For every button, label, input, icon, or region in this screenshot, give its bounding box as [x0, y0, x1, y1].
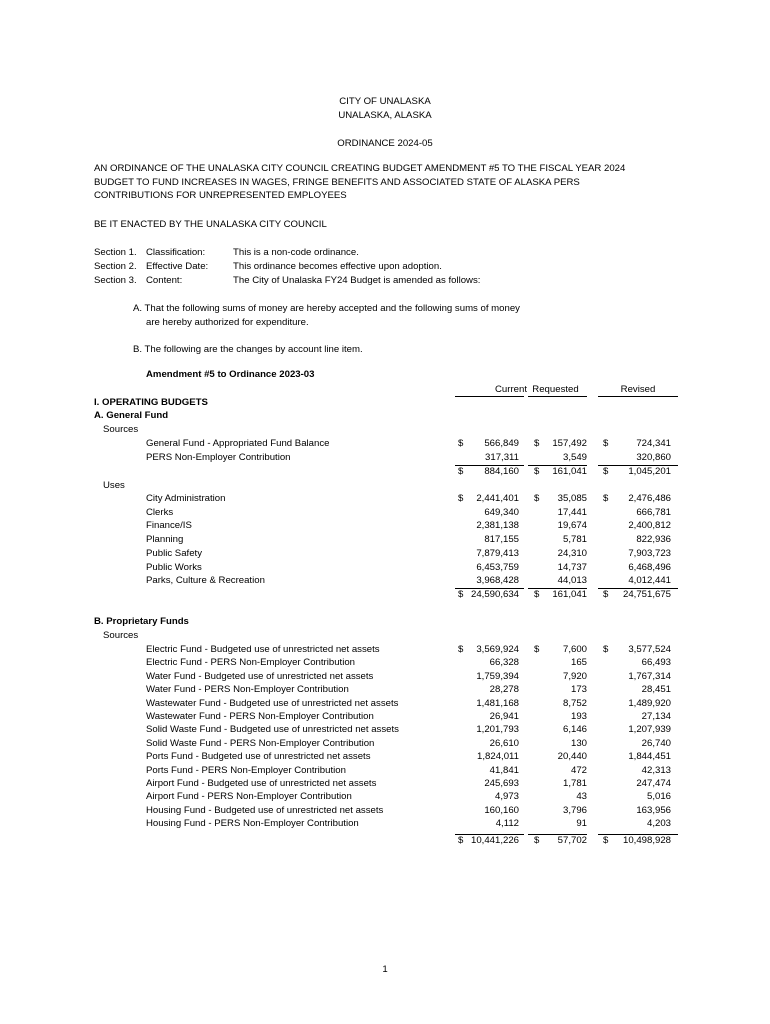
current-value: 3,569,924 — [476, 644, 519, 655]
proprietary-funds-heading: B. Proprietary Funds — [94, 616, 189, 627]
current-value: 1,481,168 — [476, 697, 519, 709]
city-location: UNALASKA, ALASKA — [338, 110, 432, 121]
col-header-requested: Requested — [532, 384, 579, 395]
revised-value: 28,451 — [641, 684, 671, 696]
section-number: Section 3. — [94, 275, 137, 286]
currency-symbol: $ — [603, 644, 609, 655]
revised-value: 666,781 — [636, 506, 671, 518]
revised-value: 3,577,524 — [628, 644, 671, 655]
uses-label: Uses — [103, 480, 125, 491]
city-name: CITY OF UNALASKA — [339, 96, 431, 107]
currency-symbol: $ — [458, 466, 464, 477]
requested-value: 1,781 — [562, 778, 587, 789]
item-a-line: A. That the following sums of money are hereby accepted and the following sums of money — [133, 303, 520, 314]
revised-value: 66,493 — [641, 657, 671, 669]
requested-value: 17,441 — [557, 506, 587, 518]
section-text: This ordinance becomes effective upon adoption. — [233, 261, 442, 272]
current-value: 41,841 — [489, 764, 519, 776]
ordinance-title-line: AN ORDINANCE OF THE UNALASKA CITY COUNCIL CREATING BUDGET AMENDMENT #5 TO THE FISCAL YEAR 2024 — [94, 163, 626, 174]
currency-symbol: $ — [603, 589, 609, 600]
current-value: 26,610 — [489, 737, 519, 749]
requested-value: 19,674 — [557, 520, 587, 532]
revised-value: 2,476,486 — [628, 493, 671, 504]
revised-value: 2,400,812 — [628, 520, 671, 532]
requested-value: 44,013 — [557, 575, 587, 587]
current-value: 817,155 — [484, 534, 519, 546]
currency-symbol: $ — [603, 835, 609, 846]
revised-value: 6,468,496 — [628, 561, 671, 573]
current-value: 1,759,394 — [476, 670, 519, 682]
current-value: 7,879,413 — [476, 547, 519, 559]
revised-value: 1,489,920 — [628, 697, 671, 709]
current-value: 4,973 — [494, 791, 519, 803]
currency-symbol: $ — [534, 589, 540, 600]
line-item-name: Electric Fund - Budgeted use of unrestricted net assets — [146, 644, 380, 655]
revised-value: 7,903,723 — [628, 547, 671, 559]
operating-budgets-heading: I. OPERATING BUDGETS — [94, 397, 208, 408]
line-item-name: Finance/IS — [146, 520, 192, 532]
section-text: This is a non-code ordinance. — [233, 247, 359, 258]
line-item-name: Solid Waste Fund - PERS Non-Employer Contribution — [146, 737, 375, 749]
col-header-rule — [455, 396, 524, 397]
revised-value: 4,203 — [646, 818, 671, 830]
line-item-name: Electric Fund - PERS Non-Employer Contribution — [146, 657, 356, 669]
current-value: 2,441,401 — [476, 493, 519, 504]
currency-symbol: $ — [458, 493, 464, 504]
revised-value: 5,016 — [646, 791, 671, 803]
revised-value: 724,341 — [636, 438, 671, 449]
requested-value: 3,796 — [562, 804, 587, 816]
total-requested: 161,041 — [552, 589, 587, 600]
revised-value: 1,207,939 — [628, 724, 671, 736]
line-item-name: Wastewater Fund - PERS Non-Employer Contribution — [146, 711, 374, 722]
revised-value: 26,740 — [641, 737, 671, 749]
requested-value: 35,085 — [557, 493, 587, 504]
col-header-revised: Revised — [620, 384, 656, 395]
total-current: 24,590,634 — [470, 589, 519, 600]
requested-value: 173 — [570, 684, 587, 696]
current-value: 317,311 — [485, 452, 519, 463]
currency-symbol: $ — [458, 589, 464, 600]
line-item-name: Public Works — [146, 561, 202, 573]
line-item-name: Airport Fund - Budgeted use of unrestricted net assets — [146, 778, 377, 789]
page-number: 1 — [382, 964, 388, 975]
amendment-title: Amendment #5 to Ordinance 2023-03 — [146, 369, 315, 380]
item-b: B. The following are the changes by account line item. — [133, 344, 363, 355]
section-number: Section 1. — [94, 247, 137, 258]
total-requested: 57,702 — [557, 835, 587, 846]
requested-value: 157,492 — [552, 438, 587, 449]
total-revised: 1,045,201 — [628, 466, 671, 477]
current-value: 566,849 — [484, 438, 519, 449]
currency-symbol: $ — [458, 644, 464, 655]
ordinance-title — [94, 162, 625, 203]
currency-symbol: $ — [603, 466, 609, 477]
revised-value: 163,956 — [636, 804, 671, 816]
revised-value: 1,844,451 — [628, 751, 671, 763]
revised-value: 247,474 — [636, 778, 671, 789]
total-requested: 161,041 — [552, 466, 587, 477]
requested-value: 14,737 — [557, 561, 587, 573]
requested-value: 165 — [570, 657, 587, 669]
line-item-name: Parks, Culture & Recreation — [146, 575, 265, 587]
currency-symbol: $ — [534, 438, 540, 449]
current-value: 1,824,011 — [477, 751, 519, 763]
ordinance-title-line: CONTRIBUTIONS FOR UNREPRESENTED EMPLOYEES — [94, 190, 347, 201]
revised-value: 42,313 — [641, 764, 671, 776]
revised-value: 822,936 — [636, 534, 671, 546]
revised-value: 320,860 — [636, 452, 671, 463]
line-item-name: Water Fund - Budgeted use of unrestricted net assets — [146, 670, 374, 682]
currency-symbol: $ — [534, 466, 540, 477]
section-text: The City of Unalaska FY24 Budget is amended as follows: — [233, 275, 481, 286]
requested-value: 472 — [570, 764, 587, 776]
currency-symbol: $ — [534, 493, 540, 504]
section-label: Content: — [146, 275, 183, 286]
requested-value: 7,600 — [562, 644, 587, 655]
revised-value: 1,767,314 — [628, 670, 671, 682]
current-value: 66,328 — [489, 657, 519, 669]
line-item-name: PERS Non-Employer Contribution — [146, 452, 291, 463]
ordinance-number: ORDINANCE 2024-05 — [337, 138, 433, 149]
line-item-name: Planning — [146, 534, 184, 546]
total-current: 10,441,226 — [470, 835, 519, 846]
line-item-name: Water Fund - PERS Non-Employer Contribution — [146, 684, 349, 696]
col-header-rule — [598, 396, 678, 397]
current-value: 4,112 — [495, 818, 519, 830]
sources-label: Sources — [103, 424, 139, 435]
current-value: 160,160 — [484, 804, 519, 816]
enacted-clause: BE IT ENACTED BY THE UNALASKA CITY COUNCIL — [94, 219, 327, 230]
current-value: 28,278 — [489, 684, 519, 696]
current-value: 6,453,759 — [476, 561, 519, 573]
section-label: Effective Date: — [146, 261, 209, 272]
requested-value: 130 — [570, 737, 587, 749]
requested-value: 6,146 — [562, 724, 587, 736]
revised-value: 27,134 — [641, 711, 671, 722]
line-item-name: Ports Fund - Budgeted use of unrestricted net assets — [146, 751, 371, 763]
current-value: 649,340 — [484, 506, 519, 518]
requested-value: 24,310 — [557, 547, 587, 559]
general-fund-heading: A. General Fund — [94, 410, 169, 421]
col-header-rule — [528, 396, 587, 397]
requested-value: 8,752 — [562, 697, 587, 709]
section-number: Section 2. — [94, 261, 137, 272]
current-value: 26,941 — [489, 711, 519, 722]
revised-value: 4,012,441 — [628, 575, 671, 587]
section-label: Classification: — [146, 247, 206, 258]
line-item-name: Ports Fund - PERS Non-Employer Contribution — [146, 764, 346, 776]
requested-value: 20,440 — [557, 751, 587, 763]
sources-label: Sources — [103, 630, 139, 641]
currency-symbol: $ — [458, 438, 464, 449]
line-item-name: Clerks — [146, 506, 174, 518]
line-item-name: Airport Fund - PERS Non-Employer Contribution — [146, 791, 352, 803]
requested-value: 7,920 — [562, 670, 587, 682]
requested-value: 193 — [570, 711, 587, 722]
currency-symbol: $ — [603, 493, 609, 504]
current-value: 2,381,138 — [476, 520, 519, 532]
line-item-name: Wastewater Fund - Budgeted use of unrestricted net assets — [146, 697, 399, 709]
current-value: 1,201,793 — [476, 724, 519, 736]
total-current: 884,160 — [484, 466, 519, 477]
requested-value: 3,549 — [562, 452, 587, 463]
currency-symbol: $ — [603, 438, 609, 449]
currency-symbol: $ — [534, 835, 540, 846]
requested-value: 43 — [576, 791, 587, 803]
currency-symbol: $ — [458, 835, 464, 846]
requested-value: 5,781 — [562, 534, 587, 546]
line-item-name: Housing Fund - Budgeted use of unrestricted net assets — [146, 804, 384, 816]
requested-value: 91 — [576, 818, 587, 830]
col-header-current: Current — [495, 384, 527, 395]
line-item-name: General Fund - Appropriated Fund Balance — [146, 438, 330, 449]
current-value: 245,693 — [484, 778, 519, 789]
currency-symbol: $ — [534, 644, 540, 655]
line-item-name: Housing Fund - PERS Non-Employer Contribution — [146, 818, 359, 830]
line-item-name: Public Safety — [146, 547, 202, 559]
line-item-name: City Administration — [146, 493, 226, 504]
line-item-name: Solid Waste Fund - Budgeted use of unrestricted net assets — [146, 724, 399, 736]
total-revised: 24,751,675 — [622, 589, 671, 600]
ordinance-title-line: BUDGET TO FUND INCREASES IN WAGES, FRINGE BENEFITS AND ASSOCIATED STATE OF ALASKA PERS — [94, 176, 580, 188]
total-revised: 10,498,928 — [622, 835, 671, 846]
item-a-line: are hereby authorized for expenditure. — [146, 317, 309, 328]
current-value: 3,968,428 — [476, 575, 519, 587]
